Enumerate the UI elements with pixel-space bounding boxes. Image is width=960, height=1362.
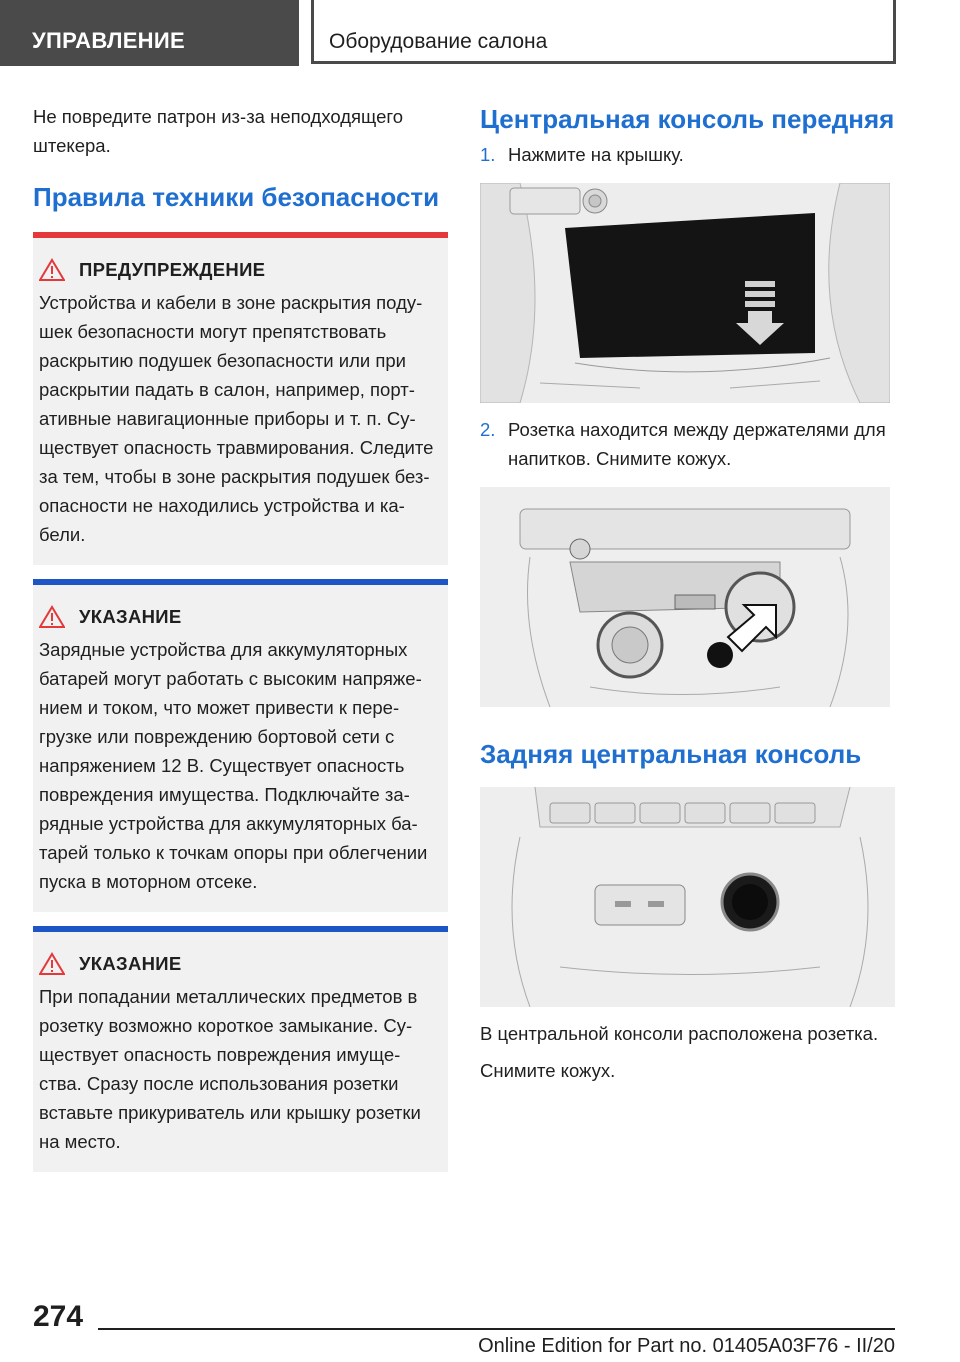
notice-text: Зарядные устройства для аккумуляторных батарей могут работать с высоким напряже- нием и током, что может привести к пере- грузке или повреждению бортовой сети с напряжением 12 В. Существует опасность повреждения имущества. Подключайте за- рядные устройства для аккумуляторных ба- тарей только к точкам опоры при облегчении пуска в моторном отсеке. [39,639,428,892]
notice-box-short-circuit [33,926,448,1172]
rear-console-image [480,787,895,1007]
step-2: 2. Розетка находится между держателями для напитков. Снимите кожух. [480,419,886,469]
notice-title: УКАЗАНИЕ [79,606,182,627]
warning-triangle-icon [39,258,65,282]
page-number: 274 [33,1300,84,1333]
rear-console-illustration [480,787,895,1007]
rear-console-heading: Задняя центральная консоль [480,739,862,769]
front-console-heading: Центральная консоль передняя [480,104,895,134]
footer-divider [98,1328,895,1330]
section-title: Оборудование салона [311,0,896,64]
chapter-tab: УПРАВЛЕНИЕ [0,0,299,66]
right-column [480,102,895,1085]
warning-title: ПРЕДУПРЕЖДЕНИЕ [79,259,266,280]
safety-heading: Правила техники безопасности [33,182,440,212]
warning-box [33,232,448,565]
left-column [33,102,448,1172]
socket-between-cupholders-illustration [480,487,890,707]
notice-title: УКАЗАНИЕ [79,953,182,974]
warning-triangle-icon [39,605,65,629]
warning-text: Устройства и кабели в зоне раскрытия поду- шек безопасности могут препятствовать раскрытию подушек безопасности или при раскрытии падать в салон, например, порт- ативные навигационные приборы и т. п. Су- ществует опасность травмирования. Следите за тем, чтобы в зоне раскрытия подушек без- опасности не находились устройства и ка- бели. [39,292,434,545]
cupholder-socket-image [480,487,890,707]
intro-text: Не повредите патрон из-за неподходящего штекера. [33,106,403,156]
notice-box-charging [33,579,448,912]
step-1: 1. Нажмите на крышку. [480,144,684,165]
notice-text: При попадании металлических предметов в розетку возможно короткое замыкание. Су- ществует опасность повреждения имуще- ства. Сразу после использования розетки вставьте прикуриватель или крышку розетки на место. [39,986,421,1152]
console-cover-image [480,183,890,403]
edition-note: Online Edition for Part no. 01405A03F76 - II/20 [478,1335,895,1357]
rear-console-instruction: Снимите кожух. [480,1060,616,1081]
warning-triangle-icon [39,952,65,976]
rear-console-text: В центральной консоли расположена розетка. [480,1023,879,1044]
front-console-cover-illustration [480,183,890,403]
